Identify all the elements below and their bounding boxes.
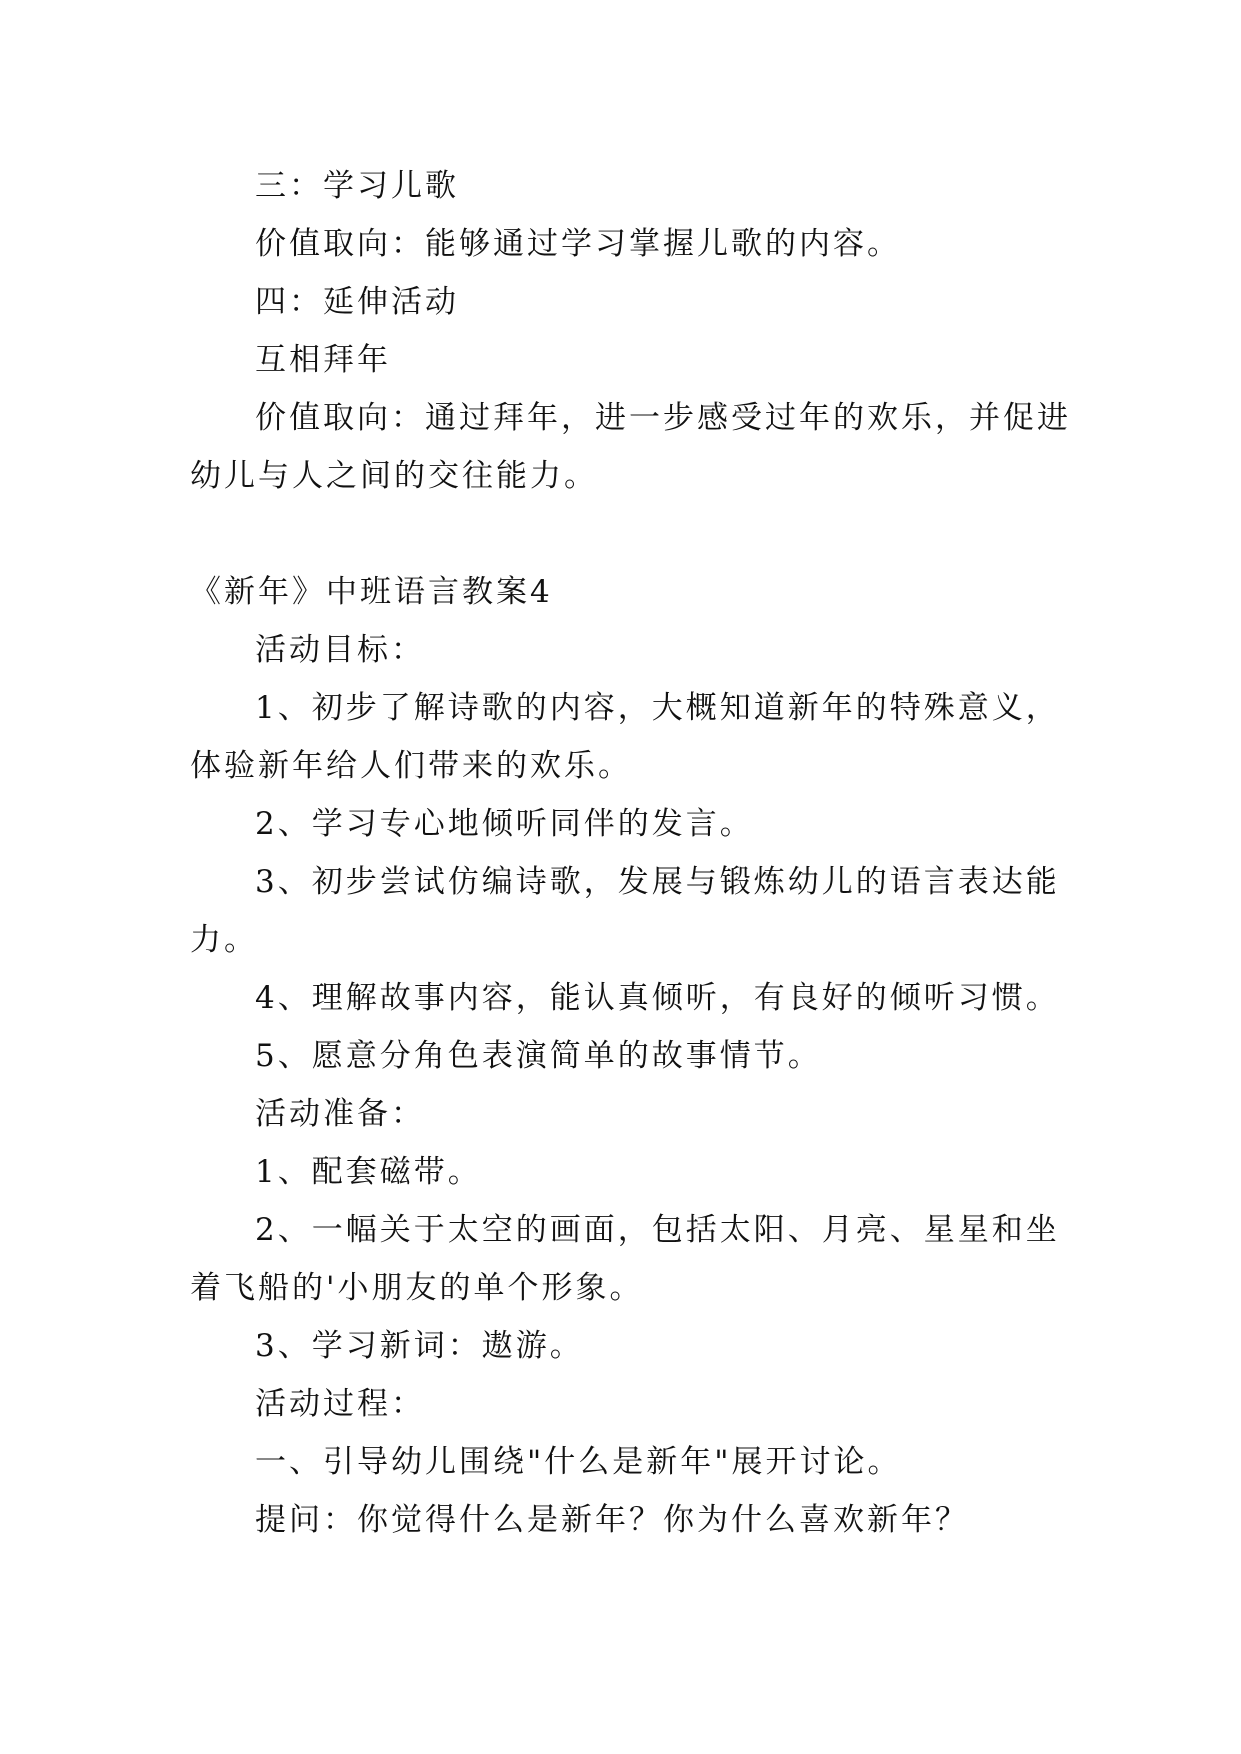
paragraph: 一、引导幼儿围绕"什么是新年"展开讨论。 — [255, 1444, 902, 1480]
list-item: 2、一幅关于太空的画面，包括太阳、月亮、星星和坐 — [255, 1212, 1060, 1248]
section-heading: 活动过程： — [255, 1386, 425, 1422]
paragraph: 价值取向：通过拜年，进一步感受过年的欢乐，并促进 — [255, 400, 1071, 436]
spacer — [190, 505, 1050, 563]
list-item: 4、理解故事内容，能认真倾听，有良好的倾听习惯。 — [255, 980, 1060, 1016]
document-title: 《新年》中班语言教案4 — [190, 574, 553, 610]
list-item-continuation: 体验新年给人们带来的欢乐。 — [190, 748, 632, 784]
document-body — [190, 157, 1071, 1549]
list-item-continuation: 着飞船的'小朋友的单个形象。 — [190, 1270, 644, 1306]
list-item: 3、学习新词：遨游。 — [255, 1328, 584, 1364]
list-item: 1、配套磁带。 — [255, 1154, 482, 1190]
list-item: 2、学习专心地倾听同伴的发言。 — [255, 806, 754, 842]
section-heading: 四：延伸活动 — [255, 284, 459, 320]
paragraph: 价值取向：能够通过学习掌握儿歌的内容。 — [255, 226, 901, 262]
paragraph: 互相拜年 — [255, 342, 391, 378]
list-item: 3、初步尝试仿编诗歌，发展与锻炼幼儿的语言表达能 — [255, 864, 1060, 900]
list-item: 5、愿意分角色表演简单的故事情节。 — [255, 1038, 822, 1074]
section-heading: 活动准备： — [255, 1096, 425, 1132]
paragraph-continuation: 幼儿与人之间的交往能力。 — [190, 458, 598, 494]
paragraph: 提问：你觉得什么是新年？你为什么喜欢新年？ — [255, 1502, 969, 1538]
list-item: 1、初步了解诗歌的内容，大概知道新年的特殊意义， — [255, 690, 1060, 726]
section-heading: 活动目标： — [255, 632, 425, 668]
list-item-continuation: 力。 — [190, 922, 258, 958]
section-heading: 三：学习儿歌 — [255, 168, 459, 204]
